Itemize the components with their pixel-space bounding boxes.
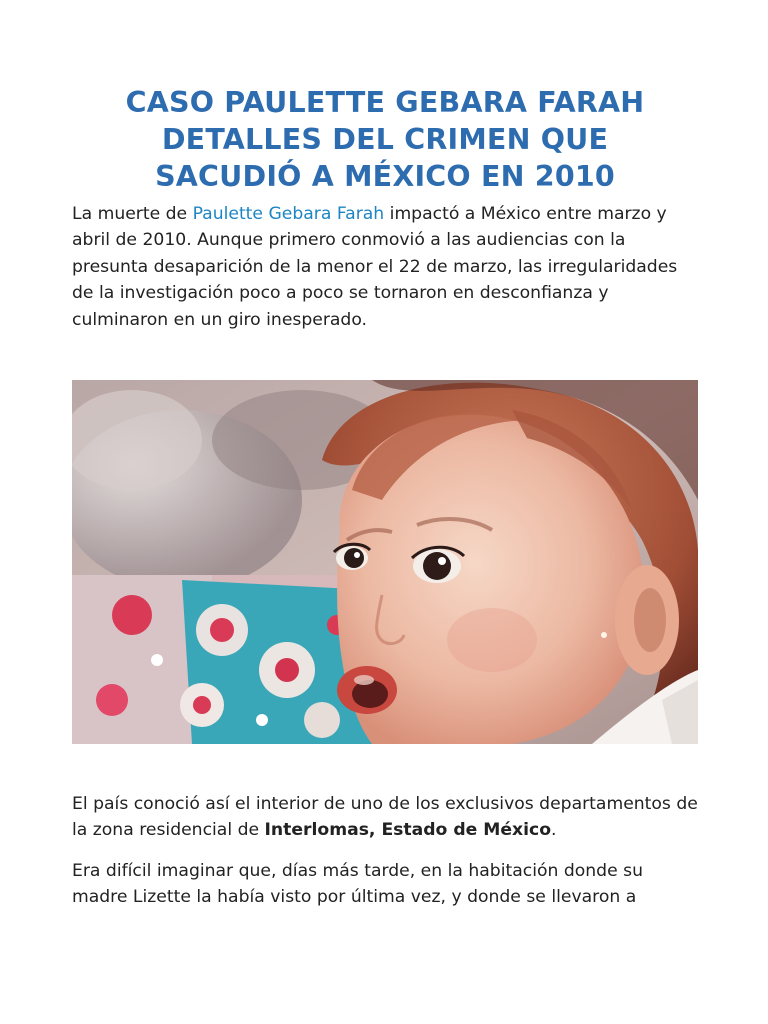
paulette-link[interactable]: Paulette Gebara Farah xyxy=(192,204,385,224)
paragraph-interior-start: El país conoció así el interior de uno de los exclusivos departamentos de la zona residencial de xyxy=(72,794,698,841)
title-line: CASO PAULETTE GEBARA FARAH xyxy=(125,86,645,119)
intro-text-end: impactó a México entre marzo y abril de 2010. Aunque primero conmovió a las audiencias con la presunta desaparición de la menor el 22 de marzo, las irregularidades de la investigación poco a poco se tornaron en desconfianza y culminaron en un giro inesperado. xyxy=(72,204,678,330)
article-title xyxy=(72,84,698,195)
location-bold: Interlomas, Estado de México xyxy=(264,820,552,841)
paragraph-interior xyxy=(72,791,698,844)
paragraph-interior-end: . xyxy=(551,820,557,841)
title-line: DETALLES DEL CRIMEN QUE xyxy=(161,123,609,156)
article-photo xyxy=(72,380,698,744)
paragraph-room: Era difícil imaginar que, días más tarde, en la habitación donde su madre Lizette la había visto por última vez, y donde se llevaron a xyxy=(72,860,643,908)
intro-paragraph xyxy=(72,201,698,333)
article xyxy=(72,84,698,911)
intro-text-start: La muerte de xyxy=(72,204,193,224)
title-line: SACUDIÓ A MÉXICO EN 2010 xyxy=(155,160,615,193)
